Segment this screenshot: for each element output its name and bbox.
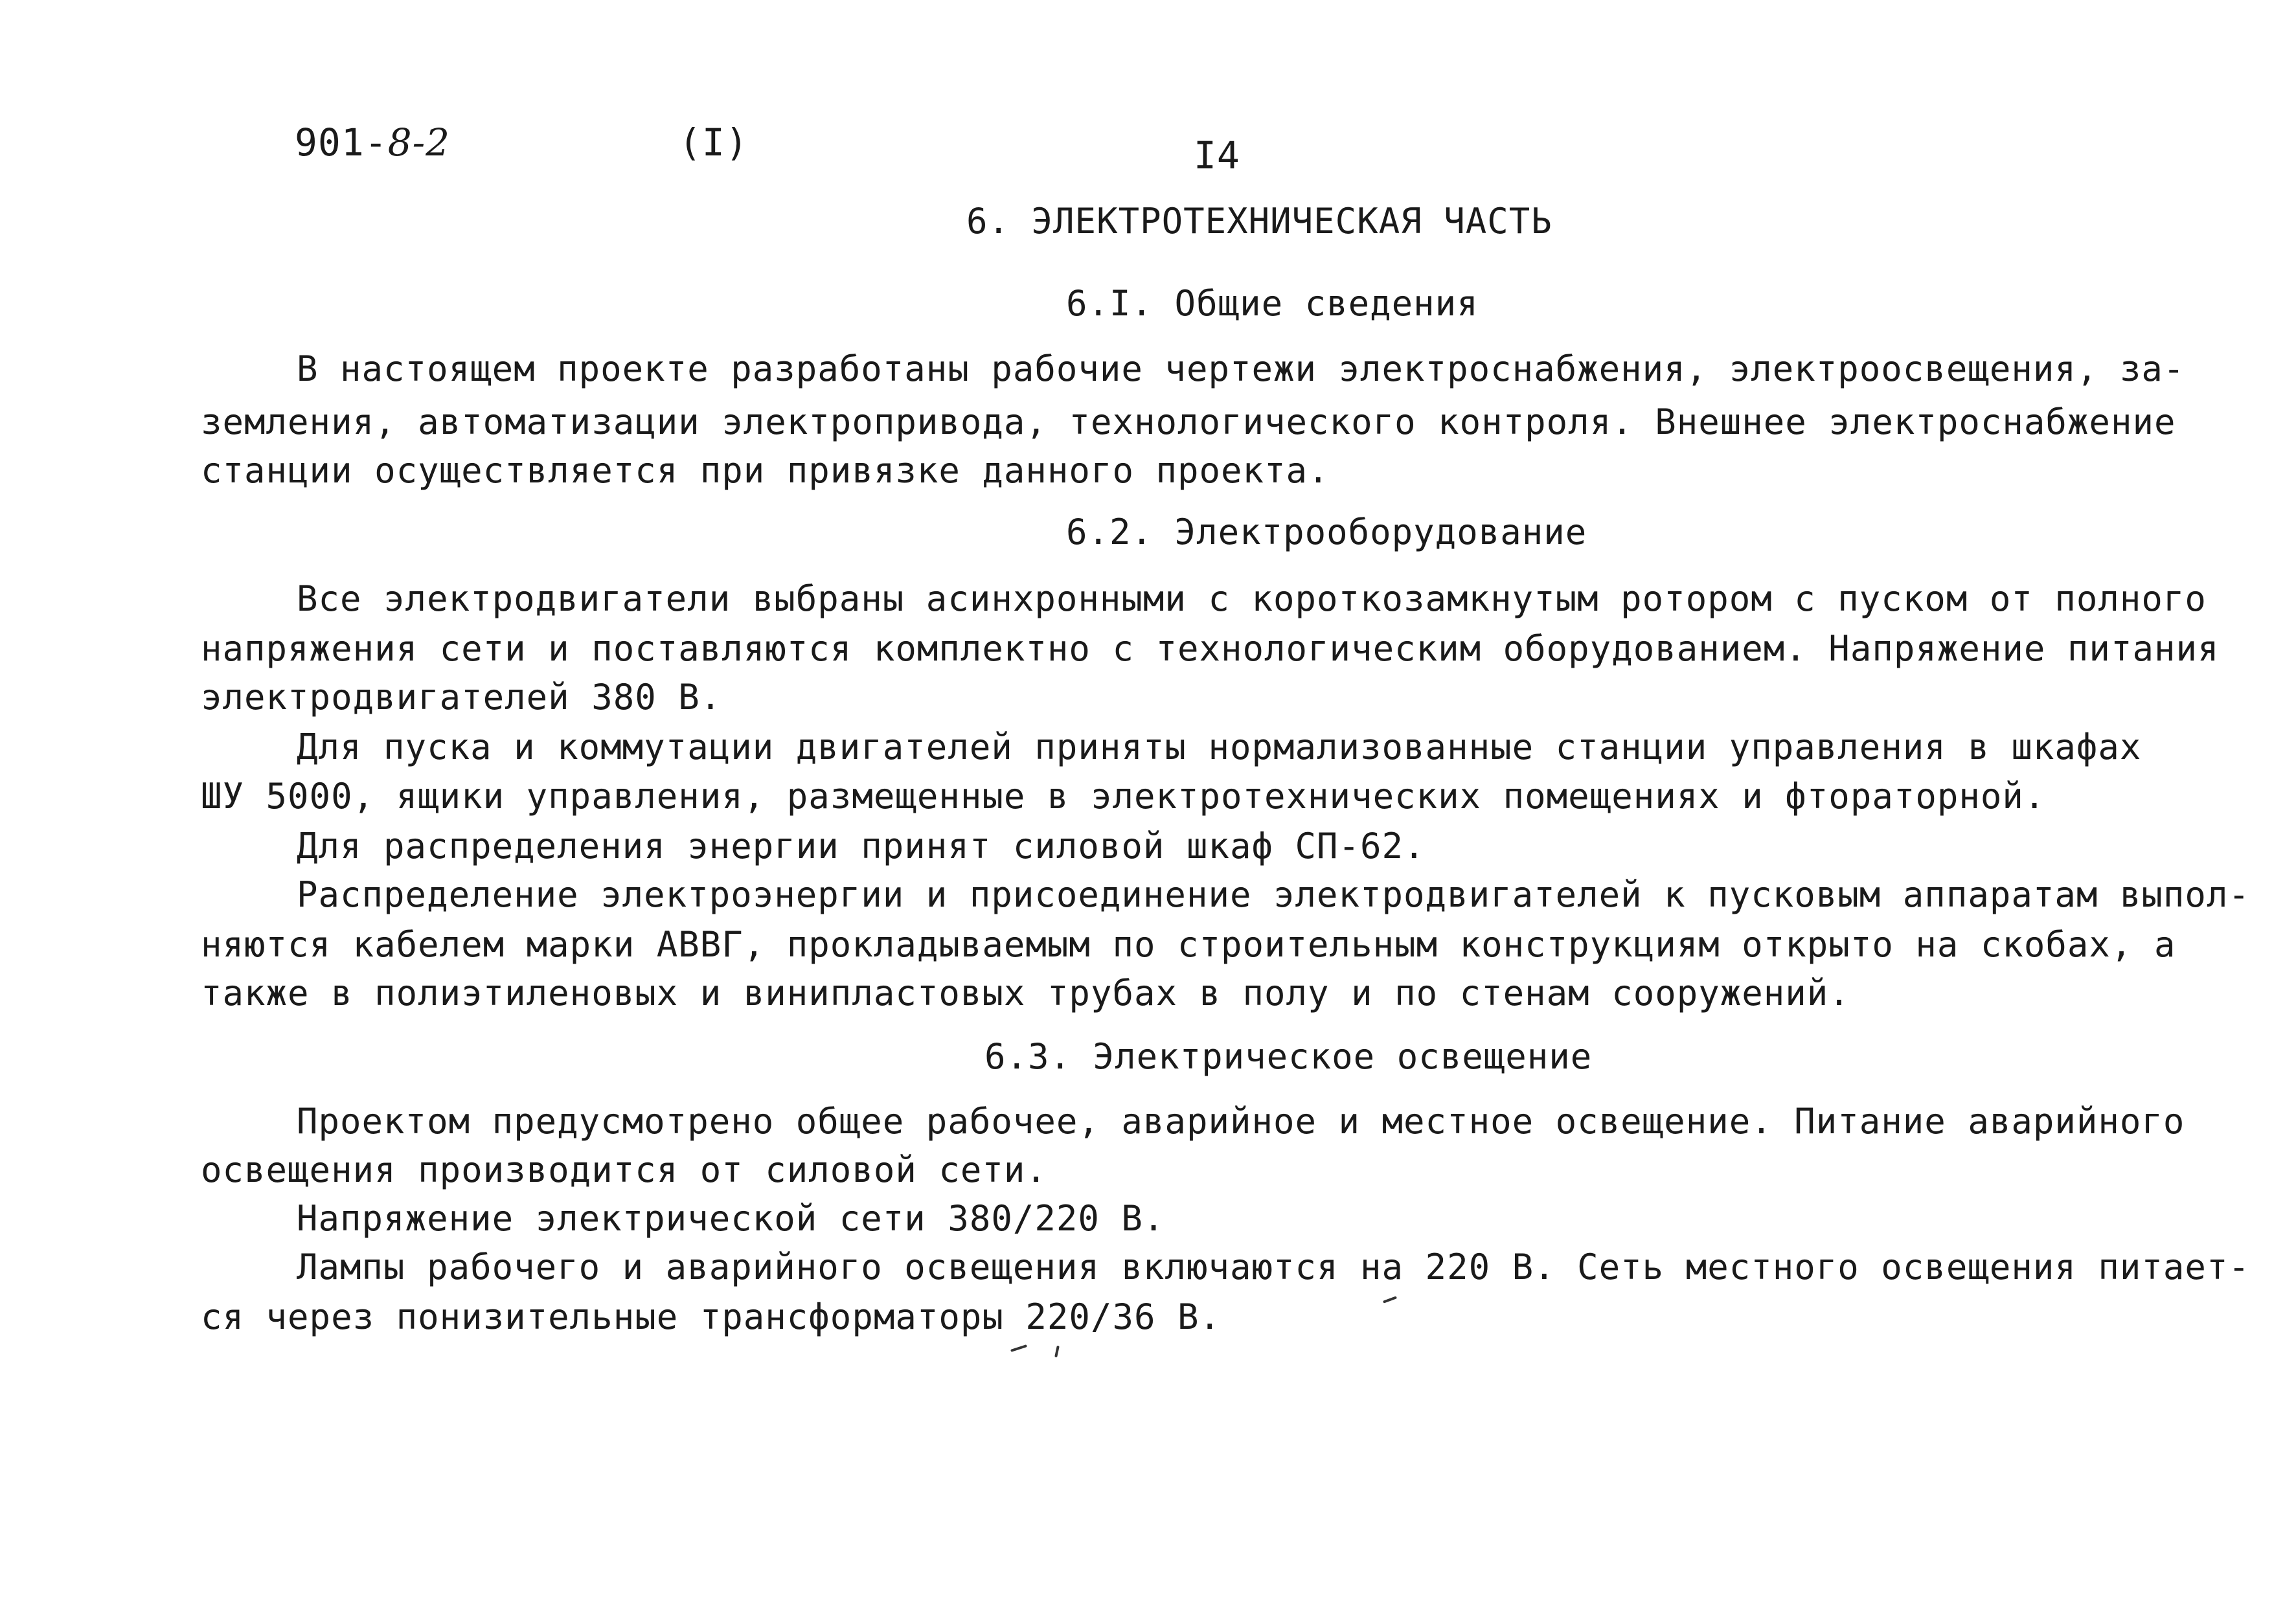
paragraph-line: ШУ 5000, ящики управления, размещенные в электротехнических помещениях и фтораторной. <box>201 776 2046 817</box>
paragraph-line: В настоящем проекте разработаны рабочие чертежи электроснабжения, электроосвещения, за- <box>297 348 2185 389</box>
paragraph-line: няются кабелем марки АВВГ, прокладываемым по строительным конструкциям открыто на скобах, а <box>201 924 2176 965</box>
paragraph-line: Лампы рабочего и аварийного освещения включаются на 220 В. Сеть местного освещения питает- <box>297 1247 2250 1287</box>
paragraph-line: Напряжение электрической сети 380/220 В. <box>297 1198 1165 1239</box>
paragraph-line: также в полиэтиленовых и винипластовых трубах в полу и по стенам сооружений. <box>201 973 1850 1013</box>
scan-mark <box>1010 1344 1027 1352</box>
subsection-title-equipment: 6.2. Электрооборудование <box>1066 512 1587 552</box>
paragraph-line: Для пуска и коммутации двигателей приняты нормализованные станции управления в шкафах <box>297 727 2142 767</box>
paragraph-line: Все электродвигатели выбраны асинхронными с короткозамкнутым ротором с пуском от полного <box>297 578 2207 619</box>
scan-mark <box>1054 1346 1060 1357</box>
section-title: 6. ЭЛЕКТРОТЕХНИЧЕСКАЯ ЧАСТЬ <box>966 201 1552 242</box>
paragraph-line: Распределение электроэнергии и присоединение электродвигателей к пусковым аппаратам выпол- <box>297 874 2250 915</box>
paragraph-line: ся через понизительные трансформаторы 220/36 В. <box>201 1296 1222 1337</box>
doc-code-handwritten: 8-2 <box>387 120 451 164</box>
paragraph-line: напряжения сети и поставляются комплектно с технологическим оборудованием. Напряжение питания <box>201 628 2220 669</box>
subsection-title-general: 6.I. Общие сведения <box>1066 283 1479 324</box>
paragraph-line: Для распределения энергии принят силовой шкаф СП-62. <box>297 826 1426 866</box>
scan-mark <box>1383 1296 1397 1303</box>
doc-code-printed: 901- <box>295 120 388 164</box>
paragraph-line: станции осуществляется при привязке данного проекта. <box>201 450 1330 491</box>
doc-code <box>295 122 450 163</box>
subsection-title-lighting: 6.3. Электрическое освещение <box>984 1036 1593 1077</box>
part-number: (I) <box>679 120 749 164</box>
page-number: I4 <box>1194 133 1240 177</box>
paragraph-line: электродвигателей 380 В. <box>201 677 722 718</box>
paragraph-line: освещения производится от силовой сети. <box>201 1149 1047 1190</box>
paragraph-line: земления, автоматизации электропривода, технологического контроля. Внешнее электроснабжение <box>201 402 2176 442</box>
paragraph-line: Проектом предусмотрено общее рабочее, аварийное и местное освещение. Питание аварийного <box>297 1101 2185 1142</box>
